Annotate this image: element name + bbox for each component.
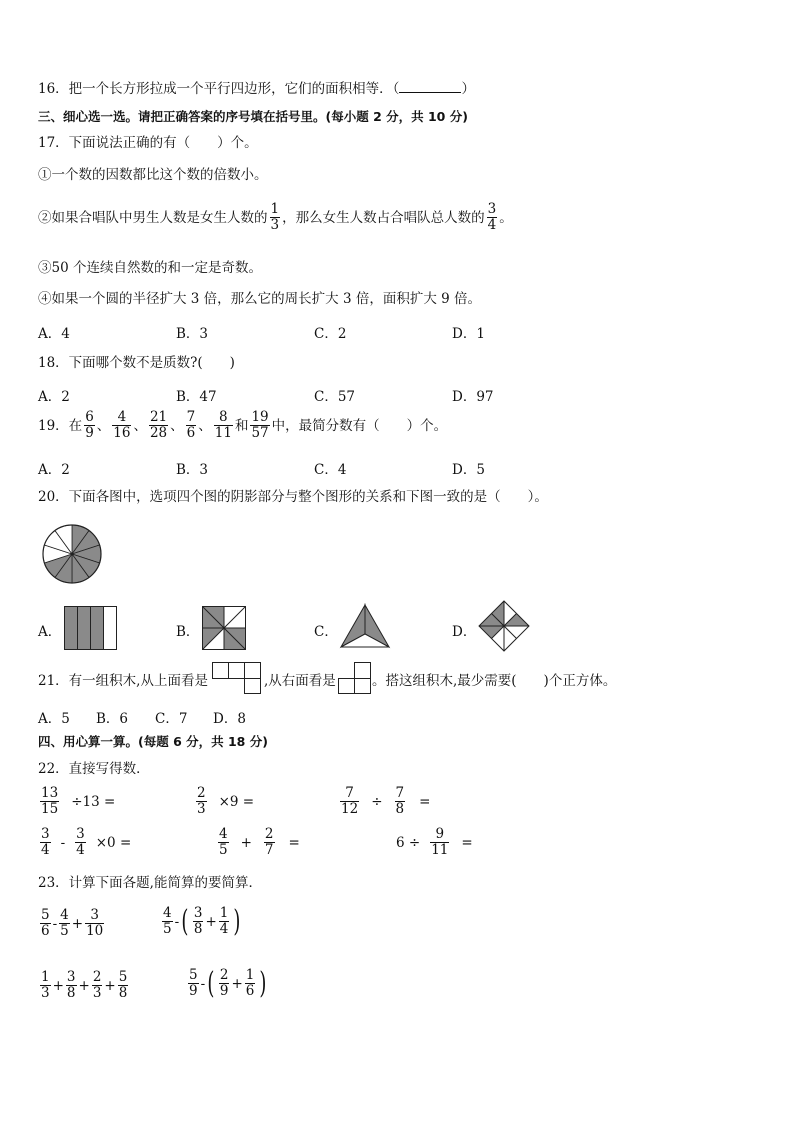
q18-option-d[interactable]: D．97 xyxy=(452,389,494,405)
fraction: $\frac{3}{4}$ xyxy=(487,201,497,233)
answer-blank[interactable] xyxy=(399,80,461,93)
section-4-heading: 四、用心算一算。(每题 6 分，共 18 分) xyxy=(38,734,268,749)
q18-option-b[interactable]: B．47 xyxy=(176,389,217,405)
q22-stem: 22．直接写得数． xyxy=(38,761,150,777)
q19-stem: 19．在 $\frac{6}{9}$ 、 $\frac{4}{16}$ 、 $\frac{21}{28}$ 、 $\frac{7}{6}$ 、 $\frac{8}{11}$ 和 $\frac{19}{57}$ 中，最简分数有（ ）个。 xyxy=(38,409,448,441)
fraction: $\frac{8}{11}$ xyxy=(214,409,232,441)
q18-stem: 18．下面哪个数不是质数?( ) xyxy=(38,355,235,371)
q19-option-a[interactable]: A．2 xyxy=(38,462,70,478)
q23-expr-1: $\frac{5}{6}$ - $\frac{4}{5}$ + $\frac{3}{10}$ xyxy=(41,907,104,939)
fraction: $\frac{7}{6}$ xyxy=(186,409,196,441)
q21-text-c: 。搭这组积木,最少需要( )个正方体。 xyxy=(372,673,617,689)
fraction: $\frac{1}{3}$ xyxy=(270,201,280,233)
q19-option-d[interactable]: D．5 xyxy=(452,462,485,478)
q21-option-b[interactable]: B．6 xyxy=(96,711,129,727)
q20-stem: 20．下面各图中，选项四个图的阴影部分与整个图形的关系和下图一致的是（ ）。 xyxy=(38,489,548,505)
q23-expr-3: $\frac{1}{3}$ + $\frac{3}{8}$ + $\frac{2}{3}$ + $\frac{5}{8}$ xyxy=(41,969,128,1001)
fraction: $\frac{4}{16}$ xyxy=(113,409,131,441)
section-3-heading: 三、细心选一选。请把正确答案的序号填在括号里。(每小题 2 分，共 10 分) xyxy=(38,109,468,124)
q23-expr-2: $\frac{4}{5}$ - ( $\frac{3}{8}$ + $\frac{1}{4}$ ) xyxy=(163,903,241,939)
q17-statement-2: ②如果合唱队中男生人数是女生人数的 $\frac{1}{3}$ ，那么女生人数占合唱队总人数的 $\frac{3}{4}$ 。 xyxy=(38,201,513,233)
q23-expr-4: $\frac{5}{9}$ - ( $\frac{2}{9}$ + $\frac{1}{6}$ ) xyxy=(189,965,267,1001)
q22-expr-5: $\frac{4}{5}$ + $\frac{2}{7}$ = xyxy=(219,826,300,858)
option-d-diamond-figure[interactable] xyxy=(478,600,530,652)
fraction: $\frac{19}{57}$ xyxy=(251,409,269,441)
q20-option-a[interactable]: A． xyxy=(38,624,62,640)
q21-option-a[interactable]: A．5 xyxy=(38,711,70,727)
q21-text-a: 21．有一组积木,从上面看是 xyxy=(38,673,208,689)
q16: 16．把一个长方形拉成一个平行四边形，它们的面积相等．（ ） xyxy=(38,81,475,97)
q22-expr-1: $\frac{13}{15}$ ÷13 = xyxy=(41,785,116,817)
q17-statement-4: ④如果一个圆的半径扩大 3 倍，那么它的周长扩大 3 倍，面积扩大 9 倍。 xyxy=(38,291,482,307)
q17-statement-3: ③50 个连续自然数的和一定是奇数。 xyxy=(38,260,262,276)
option-b-square-figure[interactable] xyxy=(202,606,246,650)
q17-statement-1: ①一个数的因数都比这个数的倍数小。 xyxy=(38,167,268,183)
q22-expr-6: 6 ÷ $\frac{9}{11}$ = xyxy=(396,826,473,858)
q22-expr-4: $\frac{3}{4}$ - $\frac{3}{4}$ ×0 = xyxy=(41,826,132,858)
top-view-figure xyxy=(212,662,262,694)
option-a-rectangle-figure[interactable] xyxy=(64,606,118,650)
q22-expr-3: $\frac{7}{12}$ ÷ $\frac{7}{8}$ = xyxy=(341,785,431,817)
q17-option-c[interactable]: C．2 xyxy=(314,326,347,342)
q17-option-b[interactable]: B．3 xyxy=(176,326,209,342)
q19-option-c[interactable]: C．4 xyxy=(314,462,347,478)
q20-option-d[interactable]: D． xyxy=(452,624,477,640)
option-c-triangle-figure[interactable] xyxy=(340,604,390,648)
q21-option-c[interactable]: C．7 xyxy=(155,711,188,727)
q20-option-b[interactable]: B． xyxy=(176,624,200,640)
q21-text-b: ,从右面看是 xyxy=(264,673,336,689)
q23-stem: 23．计算下面各题,能简算的要简算． xyxy=(38,875,262,891)
q21-option-d[interactable]: D．8 xyxy=(213,711,246,727)
fraction: $\frac{21}{28}$ xyxy=(149,409,168,441)
reference-circle-figure xyxy=(42,524,102,584)
q17-option-a[interactable]: A．4 xyxy=(38,326,70,342)
q22-expr-2: $\frac{2}{3}$ ×9 = xyxy=(197,785,255,817)
q17-stem: 17．下面说法正确的有（ ）个。 xyxy=(38,135,258,151)
fraction: $\frac{6}{9}$ xyxy=(85,409,94,441)
q19-option-b[interactable]: B．3 xyxy=(176,462,209,478)
q20-option-c[interactable]: C． xyxy=(314,624,338,640)
q17-option-d[interactable]: D．1 xyxy=(452,326,485,342)
q18-option-c[interactable]: C．57 xyxy=(314,389,356,405)
q18-option-a[interactable]: A．2 xyxy=(38,389,70,405)
right-view-figure xyxy=(338,662,372,694)
